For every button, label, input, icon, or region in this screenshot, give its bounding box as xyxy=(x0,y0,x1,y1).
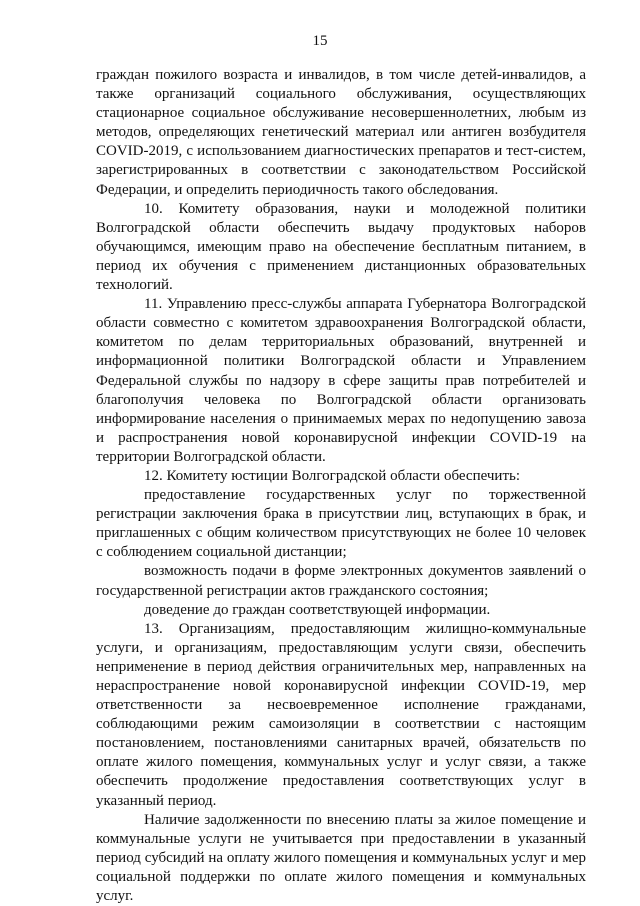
paragraph-item-11: 11. Управлению пресс-службы аппарата Губернатора Волгоградской области совместно с комитетом здравоохранения Волгоградской области, комитетом по делам территориальных образований, внутренней и информационной политики Волгоградской области и Управлением Федеральной службы по надзору в сфере защиты прав потребителей и благополучия человека по Волгоградской области организовать информирование населения о принимаемых мерах по недопущению завоза и распространения новой коронавирусной инфекции COVID-19 на территории Волгоградской области. xyxy=(96,296,586,465)
paragraph-item-10: 10. Комитету образования, науки и молодежной политики Волгоградской области обеспечить выдачу продуктовых наборов обучающимся, имеющим право на обеспечение бесплатным питанием, в период их обучения с применением дистанционных образовательных технологий. xyxy=(96,200,586,294)
paragraph-item-12: 12. Комитету юстиции Волгоградской области обеспечить: xyxy=(144,467,521,484)
paragraph-item-12-electronic-documents: возможность подачи в форме электронных документов заявлений о государственной регистрации актов гражданского состояния; xyxy=(96,563,586,599)
paragraph-item-12-wedding-registration: предоставление государственных услуг по торжественной регистрации заключения брака в присутствии лиц, вступающих в брак, и приглашенных с общим количеством присутствующих не более 10 человек с соблюдением социальной дистанции; xyxy=(96,487,586,561)
page-number: 15 xyxy=(312,33,328,49)
paragraph-debt-note: Наличие задолженности по внесению платы за жилое помещение и коммунальные услуги не учитывается при предоставлении в указанный период субсидий на оплату жилого помещения и коммунальных услуг и мер социальной поддержки по оплате жилого помещения и коммунальных услуг. xyxy=(96,811,586,905)
paragraph-continuation: граждан пожилого возраста и инвалидов, в том числе детей-инвалидов, а также организаций социального обслуживания, осуществляющих стационарное социальное обслуживание несовершеннолетних, любым из методов, определяющих генетический материал или антиген возбудителя COVID-2019, с использованием диагностических препаратов и тест-систем, зарегистрированных в соответствии с законодательством Российской Федерации, и определить периодичность такого обследования. xyxy=(96,67,586,198)
paragraph-item-12-information: доведение до граждан соответствующей информации. xyxy=(144,601,491,618)
document-body xyxy=(96,66,586,906)
paragraph-item-13: 13. Организациям, предоставляющим жилищно-коммунальные услуги, и организациям, предоставляющим услуги связи, обеспечить неприменение в период действия ограничительных мер, направленных на нераспространение новой коронавирусной инфекции COVID-19, мер ответственности за несвоевременное исполнение гражданами, соблюдающими режим самоизоляции в соответствии с настоящим постановлением, постановлениями санитарных врачей, обязательств по оплате жилого помещения, коммунальных услуг и услуг связи, а также обеспечить продолжение предоставления соответствующих услуг в указанный период. xyxy=(96,620,586,809)
